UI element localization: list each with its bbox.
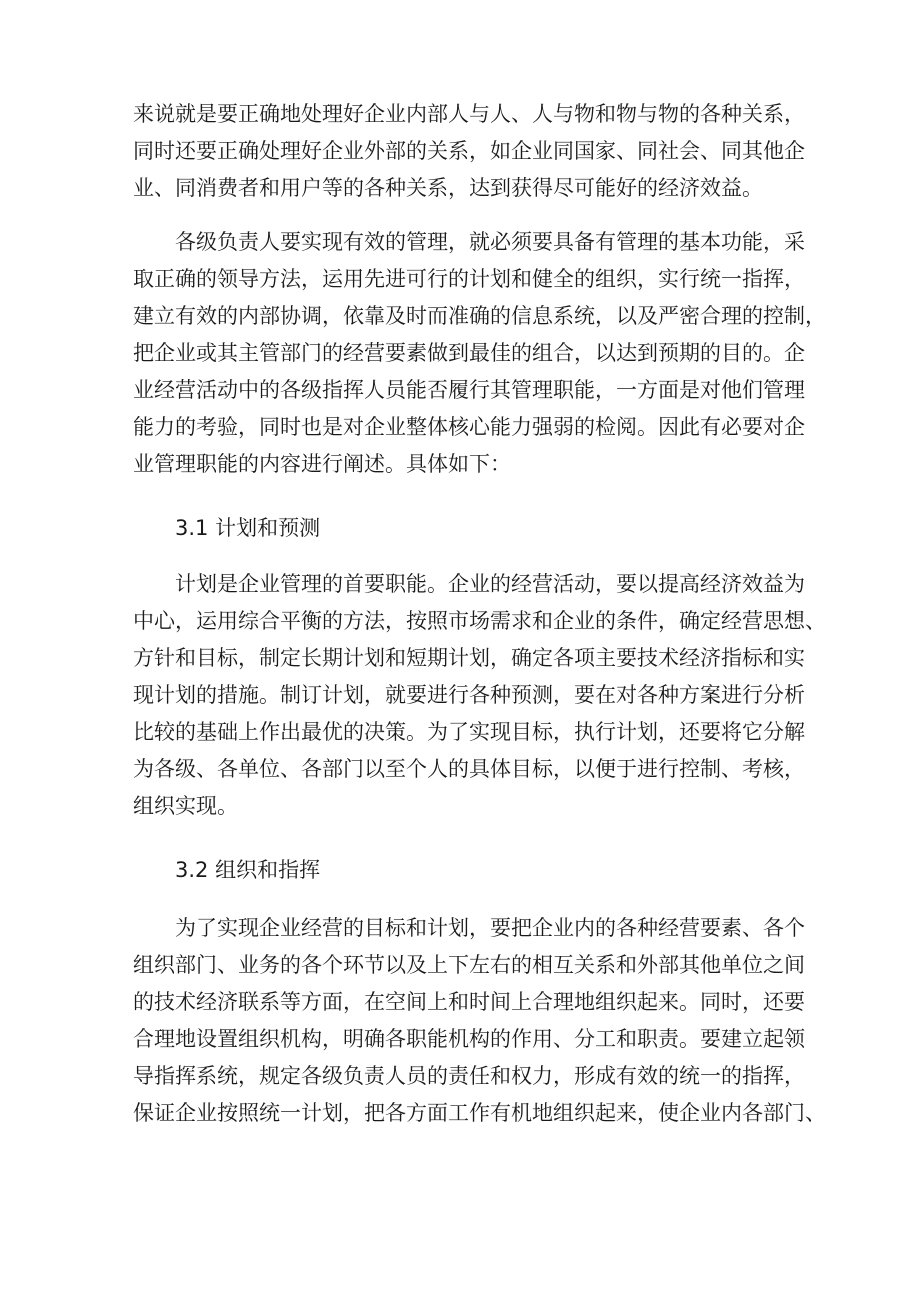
paragraph-1-line-3: 业、同消费者和用户等的各种关系，达到获得尽可能好的经济效益。 xyxy=(133,176,763,200)
section-3-1-line-7: 组织实现。 xyxy=(133,794,238,818)
section-3-2-line-6: 保证企业按照统一计划，把各方面工作有机地组织起来，使企业内各部门、 xyxy=(133,1101,826,1125)
section-3-1-line-1: 计划是企业管理的首要职能。企业的经营活动，要以提高经济效益为 xyxy=(175,572,805,596)
paragraph-2-line-2: 取正确的领导方法，运用先进可行的计划和健全的组织，实行统一指挥， xyxy=(133,267,805,291)
section-3-2-line-5: 导指挥系统，规定各级负责人员的责任和权力，形成有效的统一的指挥， xyxy=(133,1064,805,1088)
paragraph-2-line-1: 各级负责人要实现有效的管理，就必须要具备有管理的基本功能，采 xyxy=(175,230,805,254)
paragraph-2-line-5: 业经营活动中的各级指挥人员能否履行其管理职能，一方面是对他们管理 xyxy=(133,378,805,402)
section-3-1-line-3: 方针和目标，制定长期计划和短期计划，确定各项主要技术经济指标和实 xyxy=(133,646,805,670)
section-3-1-line-5: 比较的基础上作出最优的决策。为了实现目标，执行计划，还要将它分解 xyxy=(133,720,805,744)
section-3-2-line-4: 合理地设置组织机构，明确各职能机构的作用、分工和职责。要建立起领 xyxy=(133,1027,805,1051)
paragraph-2-line-7: 业管理职能的内容进行阐述。具体如下： xyxy=(133,452,511,476)
section-3-1-line-4: 现计划的措施。制订计划，就要进行各种预测，要在对各种方案进行分析 xyxy=(133,683,805,707)
section-3-2-line-1: 为了实现企业经营的目标和计划，要把企业内的各种经营要素、各个 xyxy=(175,916,805,940)
paragraph-2-line-6: 能力的考验，同时也是对企业整体核心能力强弱的检阅。因此有必要对企 xyxy=(133,415,805,439)
section-3-1-line-6: 为各级、各单位、各部门以至个人的具体目标，以便于进行控制、考核， xyxy=(133,757,805,781)
section-3-1-line-2: 中心，运用综合平衡的方法，按照市场需求和企业的条件，确定经营思想、 xyxy=(133,609,826,633)
paragraph-1-line-2: 同时还要正确处理好企业外部的关系，如企业同国家、同社会、同其他企 xyxy=(133,139,805,163)
section-3-2-line-3: 的技术经济联系等方面，在空间上和时间上合理地组织起来。同时，还要 xyxy=(133,990,805,1014)
section-3-2-line-2: 组织部门、业务的各个环节以及上下左右的相互关系和外部其他单位之间 xyxy=(133,953,805,977)
paragraph-1-line-1: 来说就是要正确地处理好企业内部人与人、人与物和物与物的各种关系， xyxy=(133,102,805,126)
section-3-2-heading: 3.2 组织和指挥 xyxy=(175,858,321,882)
paragraph-2-line-4: 把企业或其主管部门的经营要素做到最佳的组合，以达到预期的目的。企 xyxy=(133,341,805,365)
section-3-1-heading: 3.1 计划和预测 xyxy=(175,516,321,540)
paragraph-2-line-3: 建立有效的内部协调，依靠及时而准确的信息系统，以及严密合理的控制， xyxy=(133,304,826,328)
